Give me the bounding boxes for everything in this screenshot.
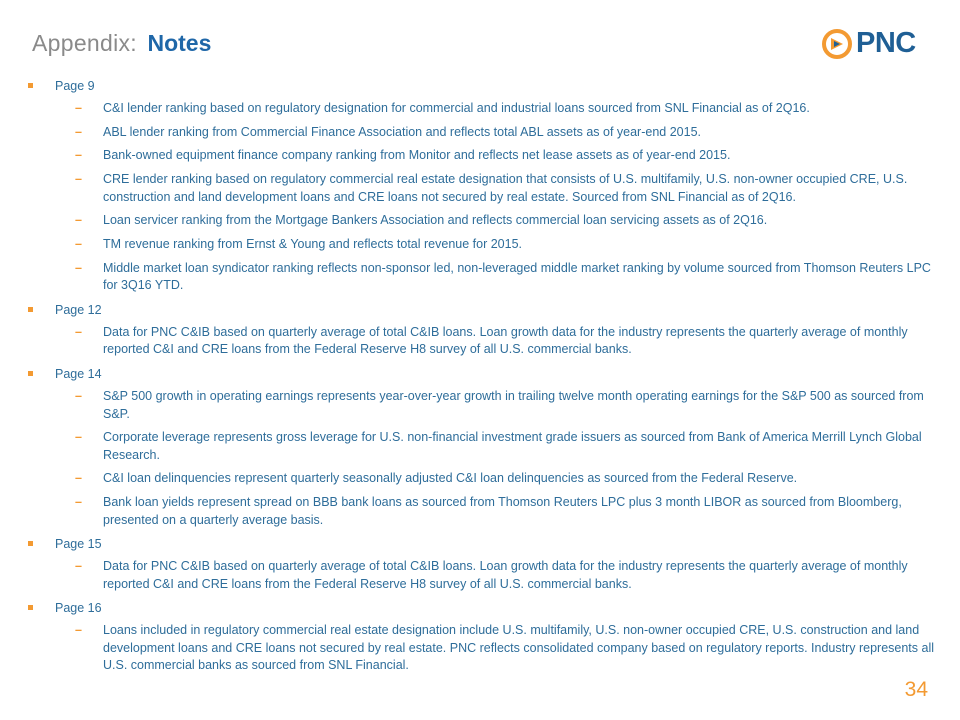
note-text: TM revenue ranking from Ernst & Young and reflects total revenue for 2015. [103, 236, 522, 251]
note-text: Middle market loan syndicator ranking reflects non-sponsor led, non-leveraged middle market ranking by volume sourced from Thomson Reuters LPC for 3Q16 YTD. [103, 260, 931, 293]
note-text: CRE lender ranking based on regulatory commercial real estate designation that consists of U.S. multifamily, U.S. non-owner occupied CRE, U.S. construction and land development loans and CRE loans not secured by real estate. Sourced from SNL Financial as of 2Q16. [103, 172, 908, 204]
square-bullet-icon [28, 605, 33, 610]
dash-bullet-icon: – [75, 559, 82, 574]
note-item [0, 558, 960, 593]
note-item [0, 124, 960, 142]
dash-bullet-icon: – [75, 471, 82, 486]
dash-bullet-icon: – [75, 236, 82, 251]
pnc-logo [822, 27, 916, 60]
note-item [0, 470, 960, 488]
dash-bullet-icon: – [75, 495, 82, 510]
note-item [0, 494, 960, 529]
title-prefix: Appendix: [32, 30, 137, 56]
notes-list [0, 77, 960, 681]
note-text: Bank loan yields represent spread on BBB bank loans as sourced from Thomson Reuters LPC plus 3 month LIBOR as sourced from Bloomberg, presented on a quarterly average basis. [103, 495, 902, 527]
page-heading [0, 599, 960, 617]
page-number: 34 [904, 678, 928, 701]
note-item [0, 147, 960, 165]
page-heading-label: Page 12 [55, 302, 102, 317]
note-item [0, 324, 960, 359]
dash-bullet-icon: – [75, 124, 82, 139]
note-text: S&P 500 growth in operating earnings represents year-over-year growth in trailing twelve month operating earnings for the S&P 500 as sourced from S&P. [103, 389, 924, 421]
dash-bullet-icon: – [75, 213, 82, 228]
dash-bullet-icon: – [75, 172, 82, 187]
note-item [0, 171, 960, 206]
dash-bullet-icon: – [75, 148, 82, 163]
title-main: Notes [147, 30, 212, 56]
dash-bullet-icon: – [75, 101, 82, 115]
page-heading [0, 535, 960, 553]
page-heading [0, 301, 960, 319]
logo-text: PNC [856, 27, 916, 59]
dash-bullet-icon: – [75, 430, 82, 445]
note-item [0, 236, 960, 254]
page-heading-label: Page 15 [55, 537, 102, 552]
note-text: Data for PNC C&IB based on quarterly average of total C&IB loans. Loan growth data for the industry represents the quarterly average of monthly reported C&I and CRE loans from the Federal Reserve H8 survey of all U.S. commercial banks. [103, 324, 908, 357]
note-item [0, 429, 960, 464]
square-bullet-icon [28, 83, 33, 88]
note-item [0, 622, 960, 675]
note-text: Bank-owned equipment finance company ranking from Monitor and reflects net lease assets as of year-end 2015. [103, 148, 731, 163]
page-heading [0, 365, 960, 383]
note-text: Data for PNC C&IB based on quarterly average of total C&IB loans. Loan growth data for the industry represents the quarterly average of monthly reported C&I and CRE loans from the Federal Reserve H8 survey of all U.S. commercial banks. [103, 559, 908, 591]
page-heading-label: Page 14 [55, 367, 102, 381]
pnc-logo-icon [822, 29, 852, 59]
square-bullet-icon [28, 307, 33, 312]
note-text: Loans included in regulatory commercial real estate designation include U.S. multifamily, U.S. non-owner occupied CRE, U.S. construction and land development loans and CRE loans not secured by real estate. PNC reflects consolidated company based on regulatory reports. Industry represents all U.S. commercial banks as sourced from SNL Financial. [103, 623, 935, 673]
dash-bullet-icon: – [75, 623, 82, 638]
page-heading-label: Page 9 [55, 79, 95, 93]
dash-bullet-icon: – [75, 260, 82, 275]
page-title [32, 30, 211, 57]
note-text: Corporate leverage represents gross leverage for U.S. non-financial investment grade issuers as sourced from Bank of America Merrill Lynch Global Research. [103, 430, 922, 462]
note-item [0, 100, 960, 118]
note-text: ABL lender ranking from Commercial Finance Association and reflects total ABL assets as of year-end 2015. [103, 124, 701, 139]
note-item [0, 212, 960, 230]
note-item [0, 260, 960, 295]
dash-bullet-icon: – [75, 324, 82, 339]
page-heading-label: Page 16 [55, 601, 102, 616]
note-text: C&I loan delinquencies represent quarterly seasonally adjusted C&I loan delinquencies as sourced from the Federal Reserve. [103, 471, 798, 486]
note-text: C&I lender ranking based on regulatory designation for commercial and industrial loans sourced from SNL Financial as of 2Q16. [103, 101, 810, 115]
square-bullet-icon [28, 541, 33, 546]
note-text: Loan servicer ranking from the Mortgage Bankers Association and reflects commercial loan servicing assets as of 2Q16. [103, 213, 768, 228]
page-heading [0, 77, 960, 95]
dash-bullet-icon: – [75, 389, 82, 403]
note-item [0, 388, 960, 423]
square-bullet-icon [28, 371, 33, 376]
